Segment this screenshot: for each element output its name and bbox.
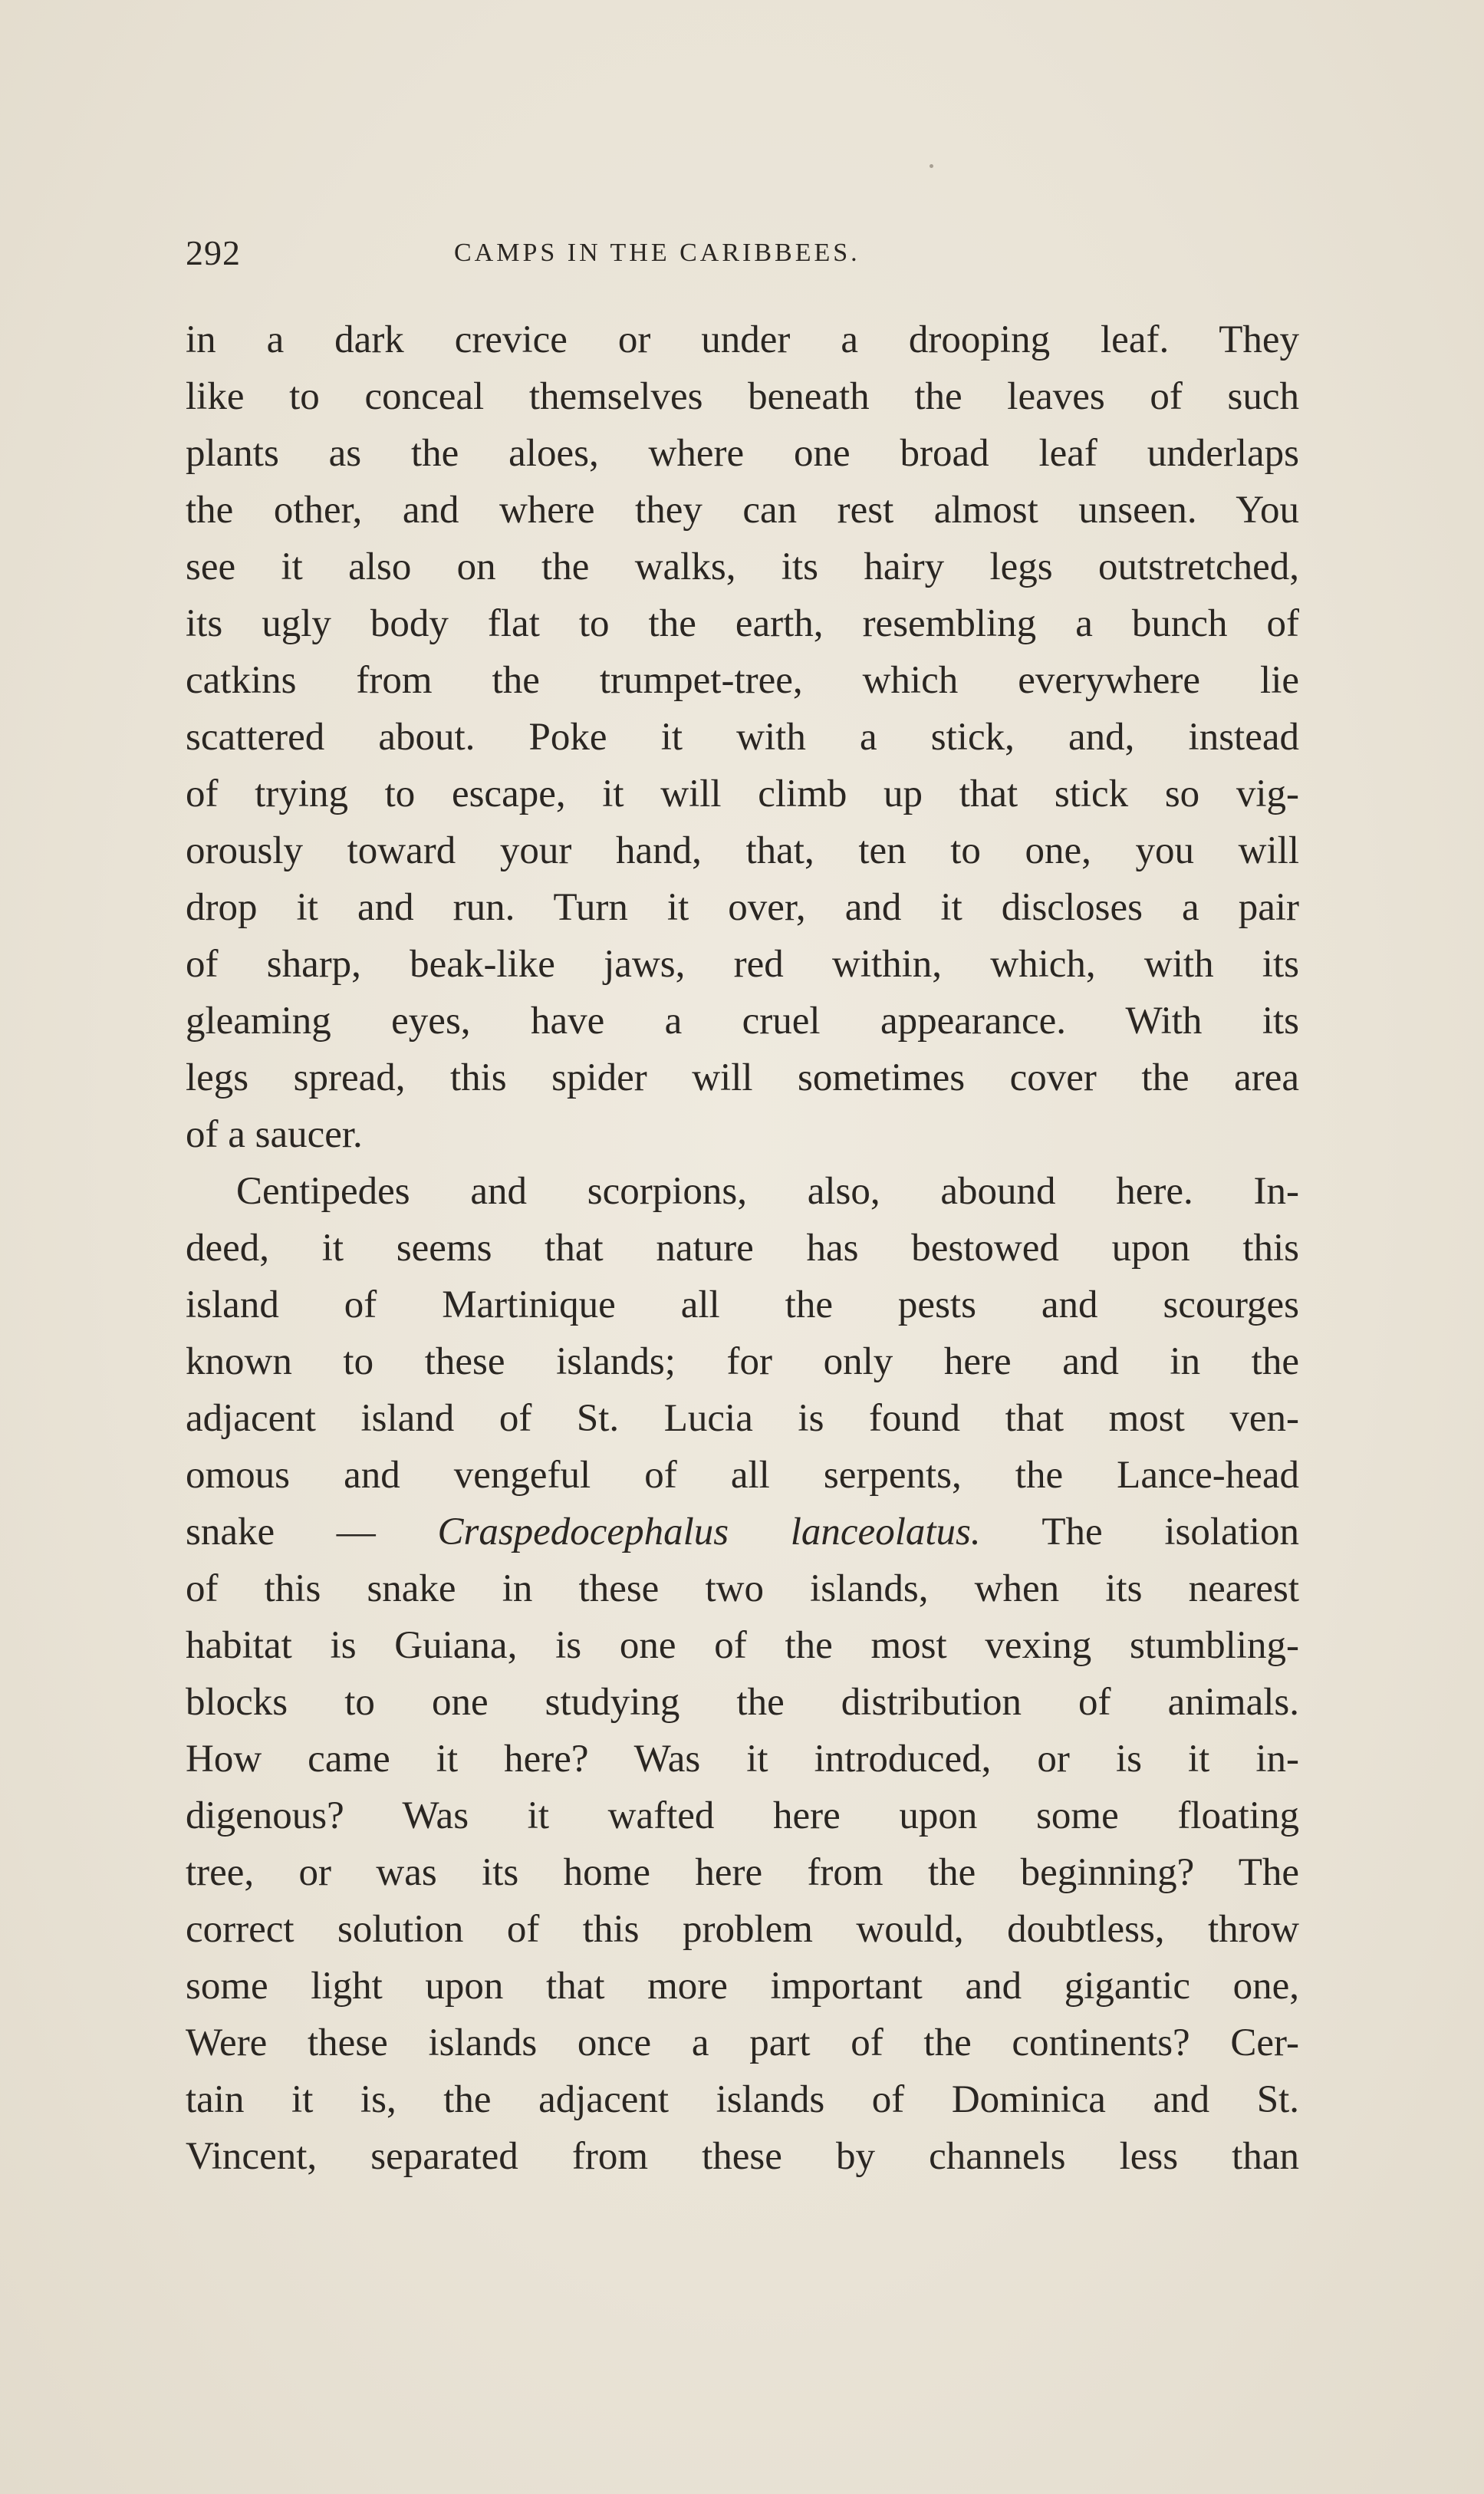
paper-speck [930,164,933,168]
text-line: How came it here? Was it introduced, or is it in- [186,1738,1299,1781]
text-line: gleaming eyes, have a cruel appearance. With its [186,1000,1299,1043]
text-segment: snake — [186,1511,438,1553]
scientific-name: Craspedocephalus lanceolatus. [437,1511,981,1553]
text-line: adjacent island of St. Lucia is found that most ven- [186,1397,1299,1440]
text-line: its ugly body flat to the earth, resembling a bunch of [186,602,1299,645]
text-line: tree, or was its home here from the beginning? The [186,1851,1299,1894]
text-line: habitat is Guiana, is one of the most vexing stumbling- [186,1624,1299,1667]
page-number: 292 [186,233,241,272]
text-line: Vincent, separated from these by channels less than [186,2135,1299,2178]
text-line: drop it and run. Turn it over, and it discloses a pair [186,886,1299,929]
text-line: digenous? Was it wafted here upon some floating [186,1794,1299,1837]
text-line: tain it is, the adjacent islands of Dominica and St. [186,2078,1299,2121]
text-line: blocks to one studying the distribution of animals. [186,1681,1299,1724]
running-head: CAMPS IN THE CARIBBEES. [454,239,860,267]
text-line: Were these islands once a part of the continents? Cer- [186,2021,1299,2064]
text-line: catkins from the trumpet-tree, which everywhere lie [186,659,1299,702]
text-line: of a saucer. [186,1113,363,1156]
text-line: correct solution of this problem would, doubtless, throw [186,1908,1299,1951]
text-line: deed, it seems that nature has bestowed upon this [186,1227,1299,1270]
text-line: of sharp, beak-like jaws, red within, which, with its [186,943,1299,986]
text-line: Centipedes and scorpions, also, abound here. In- [236,1170,1299,1213]
text-line: orously toward your hand, that, ten to one, you will [186,829,1299,872]
text-line: known to these islands; for only here and in the [186,1340,1299,1383]
text-line: omous and vengeful of all serpents, the Lance-head [186,1454,1299,1497]
body-text [186,311,1299,2185]
text-line: in a dark crevice or under a drooping leaf. They [186,318,1299,361]
text-line: of this snake in these two islands, when its nearest [186,1567,1299,1610]
text-line: of trying to escape, it will climb up that stick so vig- [186,773,1299,815]
text-line: legs spread, this spider will sometimes cover the area [186,1056,1299,1099]
page-header [186,230,1299,276]
text-line: island of Martinique all the pests and scourges [186,1283,1299,1326]
text-line-with-italic [186,1504,1299,1560]
text-line: see it also on the walks, its hairy legs outstretched, [186,545,1299,588]
text-line: some light upon that more important and gigantic one, [186,1965,1299,2008]
text-line: plants as the aloes, where one broad leaf underlaps [186,432,1299,475]
text-line: scattered about. Poke it with a stick, and, instead [186,716,1299,759]
text-segment: The isolation [980,1511,1299,1553]
text-line: the other, and where they can rest almost unseen. You [186,489,1299,532]
text-line: like to conceal themselves beneath the leaves of such [186,375,1299,418]
